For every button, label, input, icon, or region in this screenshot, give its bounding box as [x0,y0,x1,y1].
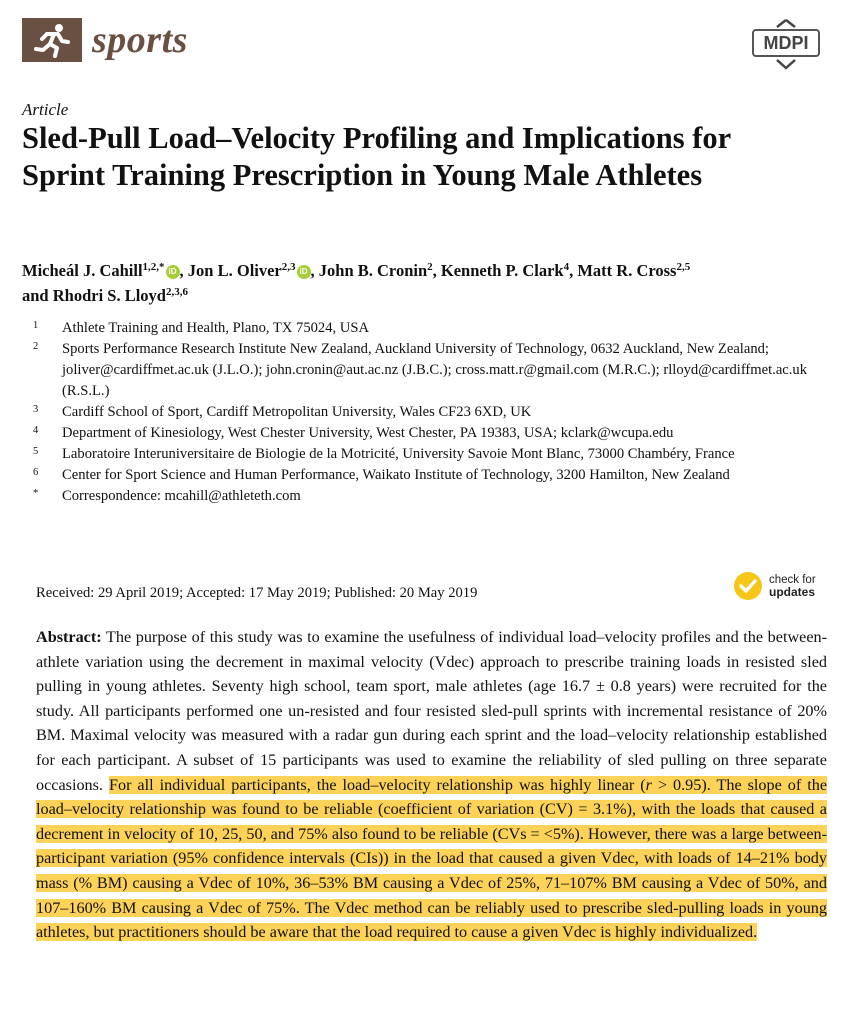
affiliation-item [22,402,832,423]
affiliation-text: Cardiff School of Sport, Cardiff Metropolitan University, Wales CF23 6XD, UK [62,404,532,420]
affiliation-mark: * [33,488,39,499]
author-affil-ref: 2,3,6 [165,286,188,298]
author-affil-ref: 2 [427,261,433,273]
affiliation-mark: 5 [33,446,39,457]
journal-name: sports [92,19,188,61]
affiliation-text: Laboratoire Interuniversitaire de Biologie de la Motricité, University Savoie Mont Blanc, 73000 Chambéry, France [62,446,735,462]
affiliation-mark: 6 [33,467,39,478]
abstract [36,625,827,945]
check-updates-line2: updates [769,584,816,599]
author-name: Kenneth P. Clark [440,261,564,280]
affiliation-mark: 4 [33,425,39,436]
affiliation-mark: 2 [33,341,39,352]
affiliation-item [22,486,832,507]
affiliation-text: Sports Performance Research Institute New Zealand, Auckland University of Technology, 0632 Auckland, New Zealand; joliver@cardiffmet.ac.uk (J.L.O.); john.cronin@aut.ac.nz (J.B.C.); cross.matt.r@gmail.com (M.R.C.); rlloyd@cardiffmet.ac.uk (R.S.L.) [62,341,808,399]
article-title: Sled-Pull Load–Velocity Profiling and Implications for Sprint Training Prescription in Young Male Athletes [22,121,731,192]
author-name: Rhodri S. Lloyd [52,286,166,305]
affiliation-mark: 1 [33,320,39,331]
author-name: Jon L. Oliver [187,261,282,280]
check-updates-line1: check for [769,573,816,586]
publisher-name: MDPI [763,33,809,53]
orcid-icon[interactable]: iD [166,265,180,279]
abstract-text: The purpose of this study was to examine the usefulness of individual load–velocity profiles and the between-athlete variation using the decrement in maximal velocity (Vdec) approach to prescribe training loads in resisted sled pulling in young athletes. Seventy high school, team sport, male athletes (age 16.7 ± 0.8 years) were recruited for the study. All participants performed one un-resisted and four resisted sled-pull sprints with incremental resistance of 20% BM. Maximal velocity was measured with a radar gun during each sprint and the load–velocity relationship established for each participant. A subset of 15 participants was used to examine the reliability of sled pulling on three separate occasions. [36,628,828,794]
affiliation-text: Correspondence: mcahill@athleteth.com [62,488,301,504]
author-affil-ref: 1,2,* [142,261,165,273]
affiliation-item [22,444,832,465]
author-name: John B. Cronin [318,261,428,280]
publication-dates: Received: 29 April 2019; Accepted: 17 May 2019; Published: 20 May 2019 [36,585,478,601]
author-affil-ref: 2,3 [281,261,296,273]
check-updates-icon [733,571,763,601]
article-type: Article [22,100,69,119]
affiliation-text: Center for Sport Science and Human Performance, Waikato Institute of Technology, 3200 Hamilton, New Zealand [62,467,730,483]
affiliation-item [22,423,832,444]
author-name: Micheál J. Cahill [22,261,143,280]
abstract-highlight-part: For all individual participants, the load–velocity relationship was highly linear ( [108,775,646,794]
journal-header [22,18,188,62]
affiliations [22,318,832,507]
author-affil-ref: 4 [563,261,570,273]
affiliation-item [22,465,832,486]
author-name: Matt R. Cross [577,261,677,280]
abstract-label: Abstract: [36,628,102,646]
author-list: Micheál J. Cahill$^{1,2,*}$ iD , Jon L. Oliver$^{2,3}$ iD , John B. Cronin$^2$, Kenneth P. Clark$^4$, Matt R. Cross$^{2,5}$ and Rhodri S. Lloyd$^{2,3,6}$ [22,261,691,305]
affiliation-item [22,339,832,402]
orcid-icon[interactable]: iD [297,265,311,279]
affiliation-item [22,318,832,339]
abstract-highlight-symbol: r [645,775,652,794]
check-for-updates-button[interactable] [733,568,833,604]
highlighted-text [36,776,827,942]
affiliation-text: Athlete Training and Health, Plano, TX 75024, USA [62,320,369,336]
affiliation-text: Department of Kinesiology, West Chester University, West Chester, PA 19383, USA; kclark@wcupa.edu [62,425,674,441]
author-affil-ref: 2,5 [676,261,691,273]
abstract-highlight-part: > 0.95). The slope of the load–velocity relationship was found to be reliable (coefficient of variation (CV) = 3.1%), with the loads that caused a decrement in velocity of 10, 25, 50, and 75% also found to be reliable (CVs = <5%). However, there was a large between-participant variation (95% confidence intervals (CIs)) in the load that caused a given Vdec, with loads of 14–21% body mass (% BM) causing a Vdec of 10%, 36–53% BM causing a Vdec of 25%, 71–107% BM causing a Vdec of 50%, and 107–160% BM causing a Vdec of 75%. The Vdec method can be reliably used to prescribe sled-pulling loads in young athletes, but practitioners should be aware that the load required to cause a given Vdec is highly individualized. [36,775,828,942]
runner-icon [22,18,82,62]
affiliation-mark: 3 [33,404,39,415]
mdpi-logo [747,18,825,72]
